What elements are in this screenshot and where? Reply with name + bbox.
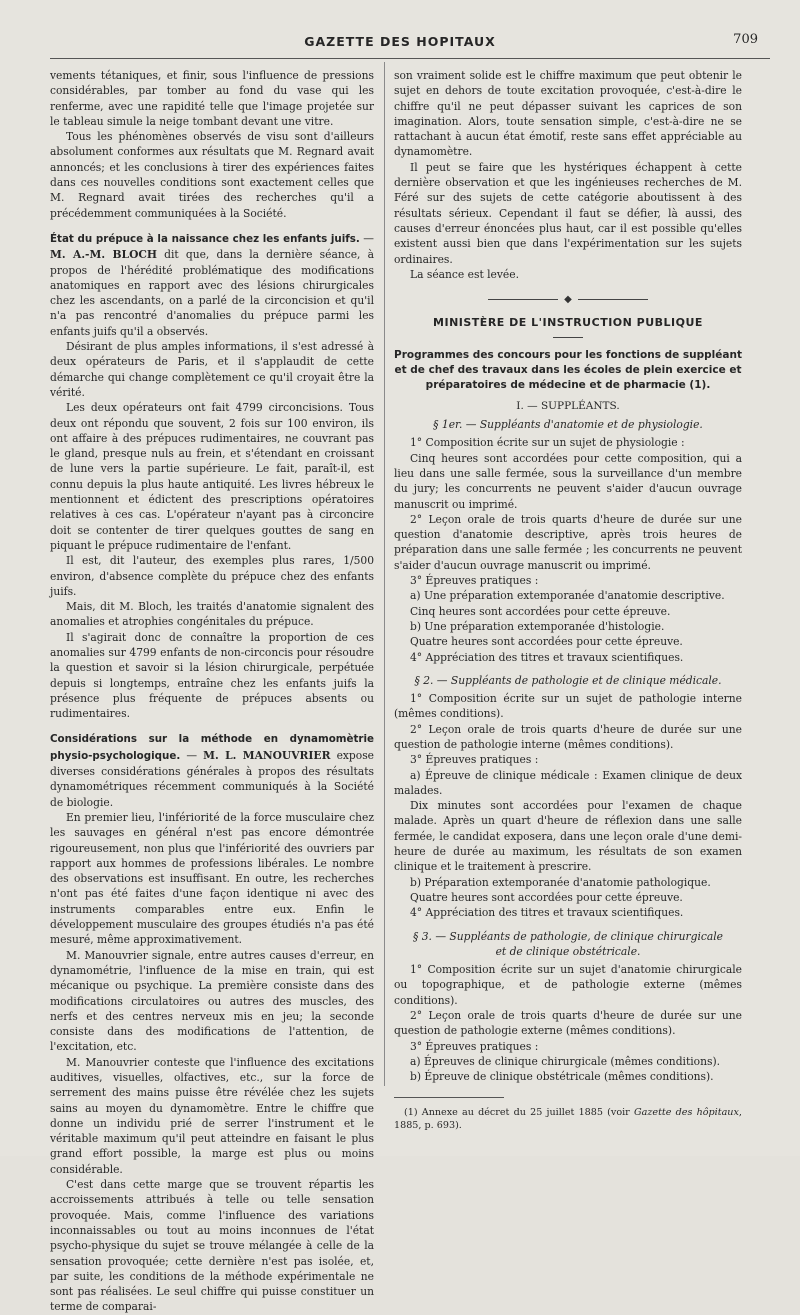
list-item: 4° Appréciation des titres et travaux scientifiques. <box>410 906 684 920</box>
list-item: 1° Composition écrite sur un sujet d'anatomie chirurgicale ou topographique, et de pathologie externe (mêmes conditions). <box>394 963 742 1007</box>
list-item: b) Épreuve de clinique obstétricale (mêmes conditions). <box>410 1070 714 1084</box>
session-closed: La séance est levée. <box>410 267 519 281</box>
paragraph: Tous les phénomènes observés de visu sont d'ailleurs absolument conformes aux résultats que M. Regnard avait annoncés; et les conclusions à tirer des expériences faites dans ces nouvelles conditions sont exactement celles que M. Regnard avait tirées des recherches qu'il a précédemment communiquées à la Société. <box>50 130 374 220</box>
page-number: 709 <box>733 32 758 47</box>
list-item: 3° Épreuves pratiques : <box>410 574 539 588</box>
section-heading: Considérations sur la méthode en dynamomètrie physio-psychologique. <box>50 733 374 762</box>
author-name: M. L. MANOUVRIER <box>203 748 331 762</box>
section-2-items <box>394 691 742 920</box>
list-item: Quatre heures sont accordées pour cette épreuve. <box>410 890 683 904</box>
list-item: b) Une préparation extemporanée d'histologie. <box>410 619 665 633</box>
list-item: 1° Composition écrite sur un sujet de pathologie interne (mêmes conditions). <box>394 692 742 721</box>
paragraph: Désirant de plus amples informations, il s'est adressé à deux opérateurs de Paris, et il s'applaudit de cette démarche qui change complètement ce qu'il croyait être la vérité. <box>50 340 374 399</box>
list-item: Dix minutes sont accordées pour l'examen de chaque malade. Après un quart d'heure de réflexion dans une salle fermée, le candidat exposera, dans une leçon orale d'une demi-heure de durée au maximum, les résultats de son examen clinique et le traitement à prescrire. <box>394 799 742 874</box>
paragraph: En premier lieu, l'infériorité de la force musculaire chez les sauvages en général n'est pas encore démontrée rigoureusement, non plus que l'infériorité des ouvriers par rapport aux hommes de professions libérales. Le nombre des observations est insuffisant. En outre, les recherches n'ont pas été faites d'une façon identique ni avec des instruments comparables entre eux. Enfin le développement musculaire des groupes étudiés n'a pas été mesuré, même approximativement. <box>50 810 374 947</box>
paragraph: Il est, dit l'auteur, des exemples plus rares, 1/500 environ, d'absence complète du prépuce chez des enfants juifs. <box>50 554 374 598</box>
list-item: 3° Épreuves pratiques : <box>410 1039 539 1053</box>
paragraph: C'est dans cette marge que se trouvent répartis les accroissements attribués à telle ou telle sensation provoquée. Mais, comme l'influence des variations inconnaissables ou tout au moins inconnues de l'état psycho-physique du sujet se trouve mélangée à celle de la sensation provoquée; cette dernière n'est pas isolée, et, par suite, les conditions de la méthode expérimentale ne sont pas réalisées. Le seul chiffre qui puisse constituer un terme de comparai- <box>50 1178 374 1314</box>
list-item: Cinq heures sont accordées pour cette composition, qui a lieu dans une salle fermée, sous la surveillance d'un membre du jury; les concurrents ne peuvent s'aider d'aucun ouvrage manuscrit ou imprimé. <box>394 451 742 511</box>
list-item: 4° Appréciation des titres et travaux scientifiques. <box>410 650 684 664</box>
paragraph-text: dit que, dans la dernière séance, à propos de l'hérédité problématique des modifications anatomiques en rapport avec des lésions chirurgicales chez les ascendants, on a parlé de la circoncision et qu'il n'a pas rencontré d'anomalies du prépuce parmi les enfants juifs qu'il a observés. <box>50 248 374 338</box>
manouvrier-section: Considérations sur la méthode en dynamomètrie physio-psychologique. — M. L. MANOUVRIER expose diverses considérations générales à propos des résultats dynamométriques récemment communiqués à la Société de biologie. <box>50 733 375 809</box>
list-item: 2° Leçon orale de trois quarts d'heure de durée sur une question d'anatomie descriptive, après trois heures de préparation dans une salle fermée ; les concurrents ne peuvent s'aider d'aucun ouvrage manuscrit ou imprimé. <box>394 512 742 572</box>
page-header <box>0 30 800 54</box>
list-item: a) Une préparation extemporanée d'anatomie descriptive. <box>410 589 725 603</box>
paragraph-text: expose diverses considérations générales à propos des résultats dynamométriques récemment communiqués à la Société de biologie. <box>50 748 375 809</box>
paragraph: M. Manouvrier signale, entre autres causes d'erreur, en dynamométrie, l'influence de la mise en train, qui est mécanique ou psychique. La première consiste dans des modifications circulatoires ou autres des muscles, des nerfs et des centres nerveux mis en jeu; la seconde consiste dans des modifications de l'attention, de l'excitation, etc. <box>50 948 374 1054</box>
ornament-divider: ◆ <box>394 292 742 307</box>
paragraph: vements tétaniques, et finir, sous l'influence de pressions considérables, par tomber au fond du vase qui les renferme, avec une rapidité telle que l'image projetée sur le tableau simule la neige tombant devant une vitre. <box>50 69 374 128</box>
subsection-title: § 2. — Suppléants de pathologie et de clinique médicale. <box>414 673 722 687</box>
left-column <box>50 68 375 1314</box>
section-heading: État du prépuce à la naissance chez les enfants juifs. <box>50 232 360 245</box>
paragraph: Il peut se faire que les hystériques échappent à cette dernière observation et que les ingénieuses recherches de M. Féré sur des sujets de cette catégorie aboutissent à des résultats sérieux. Cependant il faut se défier, là aussi, des causes d'erreur énoncées plus haut, car il est possible qu'elles existent aussi bien que dans l'expérimentation sur les sujets ordinaires. <box>394 160 742 266</box>
subsection-title-continued: et de clinique obstétricale. <box>495 944 641 958</box>
paragraph: Mais, dit M. Bloch, les traités d'anatomie signalent des anomalies et atrophies congénitales du prépuce. <box>50 600 374 629</box>
paragraph: M. Manouvrier conteste que l'influence des excitations auditives, visuelles, olfactives, etc., sur la force de serrement des mains puisse être révélée chez les sujets sains au moyen du dynamomètre. Entre le chiffre que donne un individu prié de serrer l'instrument et le véritable maximum qu'il peut atteindre en faisant le plus grand effort possible, la marge est plus ou moins considérable. <box>50 1055 374 1176</box>
list-item: Cinq heures sont accordées pour cette épreuve. <box>410 604 671 618</box>
section-1-items <box>394 435 742 664</box>
column-divider <box>384 62 385 1086</box>
author-name: M. A.-M. BLOCH <box>50 248 157 262</box>
header-rule <box>50 58 770 59</box>
bloch-section: État du prépuce à la naissance chez les enfants juifs. — M. A.-M. BLOCH dit que, dans la dernière séance, à propos de l'hérédité problématique des modifications anatomiques en rapport avec des lésions chirurgicales chez les ascendants, on a parlé de la circoncision et qu'il n'a pas rencontré d'anomalies du prépuce parmi les enfants juifs qu'il a observés. <box>50 231 374 338</box>
list-item: a) Épreuve de clinique médicale : Examen clinique de deux malades. <box>394 768 742 797</box>
footnote: (1) Annexe au décret du 25 juillet 1885 (voir Gazette des hôpitaux, 1885, p. 693). <box>394 1106 742 1131</box>
section-heading: I. — SUPPLÉANTS. <box>516 399 620 412</box>
subsection-title: § 3. — Suppléants de pathologie, de clinique chirurgicale <box>413 929 723 943</box>
right-column <box>394 68 742 1131</box>
paragraph: son vraiment solide est le chiffre maximum que peut obtenir le sujet en dehors de toute excitation provoquée, c'est-à-dire le chiffre qu'il ne peut dépasser suivant les caprices de son imagination. Alors, toute sensation simple, c'est-à-dire ne se rattachant à aucun état émotif, reste sans effet appréciable au dynamomètre. <box>394 69 742 159</box>
list-item: a) Épreuves de clinique chirurgicale (mêmes conditions). <box>410 1054 721 1068</box>
ministry-heading: MINISTÈRE DE L'INSTRUCTION PUBLIQUE <box>433 316 703 330</box>
list-item: 3° Épreuves pratiques : <box>410 753 539 767</box>
list-item: 2° Leçon orale de trois quarts d'heure de durée sur une question de pathologie externe (mêmes conditions). <box>394 1009 742 1038</box>
subsection-title: § 1er. — Suppléants d'anatomie et de physiologie. <box>433 418 703 432</box>
journal-title: GAZETTE DES HOPITAUX <box>304 34 496 49</box>
list-item: b) Préparation extemporanée d'anatomie pathologique. <box>410 875 711 889</box>
paragraph: Les deux opérateurs ont fait 4799 circoncisions. Tous deux ont répondu que souvent, 2 fois sur 100 environ, ils ont affaire à des prépuces rudimentaires, ne couvrant pas le gland, presque nuls au frein, et s'étendant en croissant de lune vers la partie supérieure. Le fait, paraît-il, est connu depuis la plus haute antiquité. Les livres hébreux le mentionnent et édictent des prescriptions opératoires relatives à ces cas. L'opérateur n'ayant pas à circoncire doit se contenter de tirer quelques gouttes de sang en piquant le prépuce rudimentaire de l'enfant. <box>50 401 374 552</box>
paragraph: Il s'agirait donc de connaître la proportion de ces anomalies sur 4799 enfants de non-circoncis pour résoudre la question et savoir si la lésion chirurgicale, perpétuée depuis si longtemps, entraîne chez les enfants juifs la présence plus fréquente de prépuces absents ou rudimentaires. <box>50 630 374 721</box>
footnote-rule <box>394 1097 504 1098</box>
list-item: 1° Composition écrite sur un sujet de physiologie : <box>410 436 685 450</box>
section-3-items <box>394 962 742 1084</box>
short-rule <box>553 337 583 338</box>
program-title: Programmes des concours pour les fonctions de suppléant et de chef des travaux dans les écoles de plein exercice et préparatoires de médecine et de pharmacie (1). <box>394 348 742 391</box>
list-item: Quatre heures sont accordées pour cette épreuve. <box>410 635 683 649</box>
list-item: 2° Leçon orale de trois quarts d'heure de durée sur une question de pathologie interne (mêmes conditions). <box>394 722 742 751</box>
